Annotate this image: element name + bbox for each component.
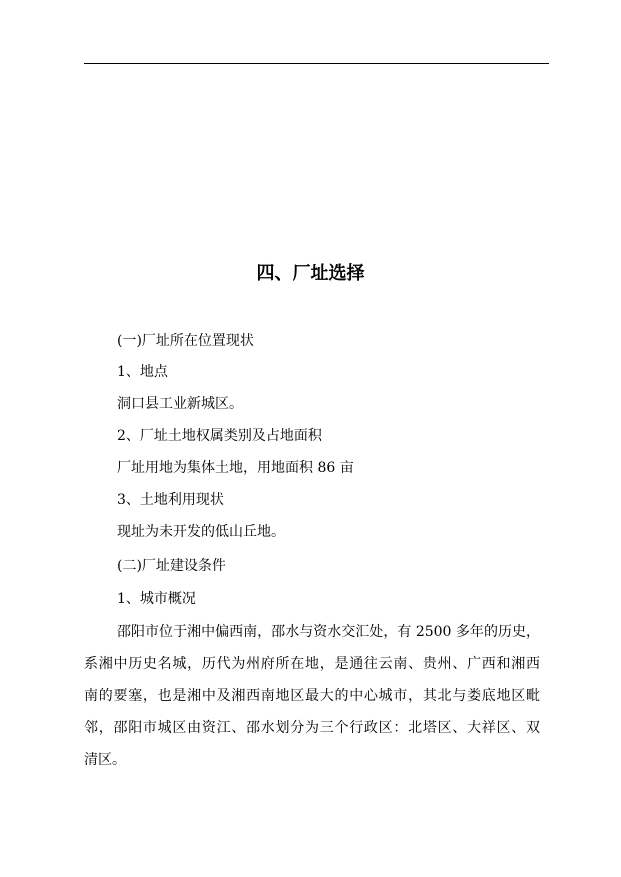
paragraph-line: 邵阳市位于湘中偏西南，邵水与资水交汇处，有 2500 多年的历史， [117,624,540,640]
item-label-land-ownership: 2、厂址土地权属类别及占地面积 [117,428,322,444]
item-text-land-ownership: 厂址用地为集体土地，用地面积 86 亩 [117,460,354,476]
paragraph-line: 邻，邵阳市城区由资江、邵水划分为三个行政区：北塔区、大祥区、双 [84,720,540,736]
item-label-land-use: 3、土地利用现状 [117,492,224,508]
item-label-city-overview: 1、城市概况 [117,591,196,607]
section-heading-conditions: (二)厂址建设条件 [117,558,226,574]
item-text-site: 洞口县工业新城区。 [117,396,243,412]
paragraph-line: 清区。 [84,752,126,768]
chapter-title: 四、厂址选择 [256,263,365,284]
paragraph-line: 系湘中历史名城，历代为州府所在地，是通往云南、贵州、广西和湘西 [84,656,540,672]
item-label-site: 1、地点 [117,364,168,380]
paragraph-line: 南的要塞，也是湘中及湘西南地区最大的中心城市，其北与娄底地区毗 [84,688,540,704]
item-text-land-use: 现址为未开发的低山丘地。 [117,524,285,540]
header-rule [84,63,549,64]
section-heading-location: (一)厂址所在位置现状 [117,333,254,349]
